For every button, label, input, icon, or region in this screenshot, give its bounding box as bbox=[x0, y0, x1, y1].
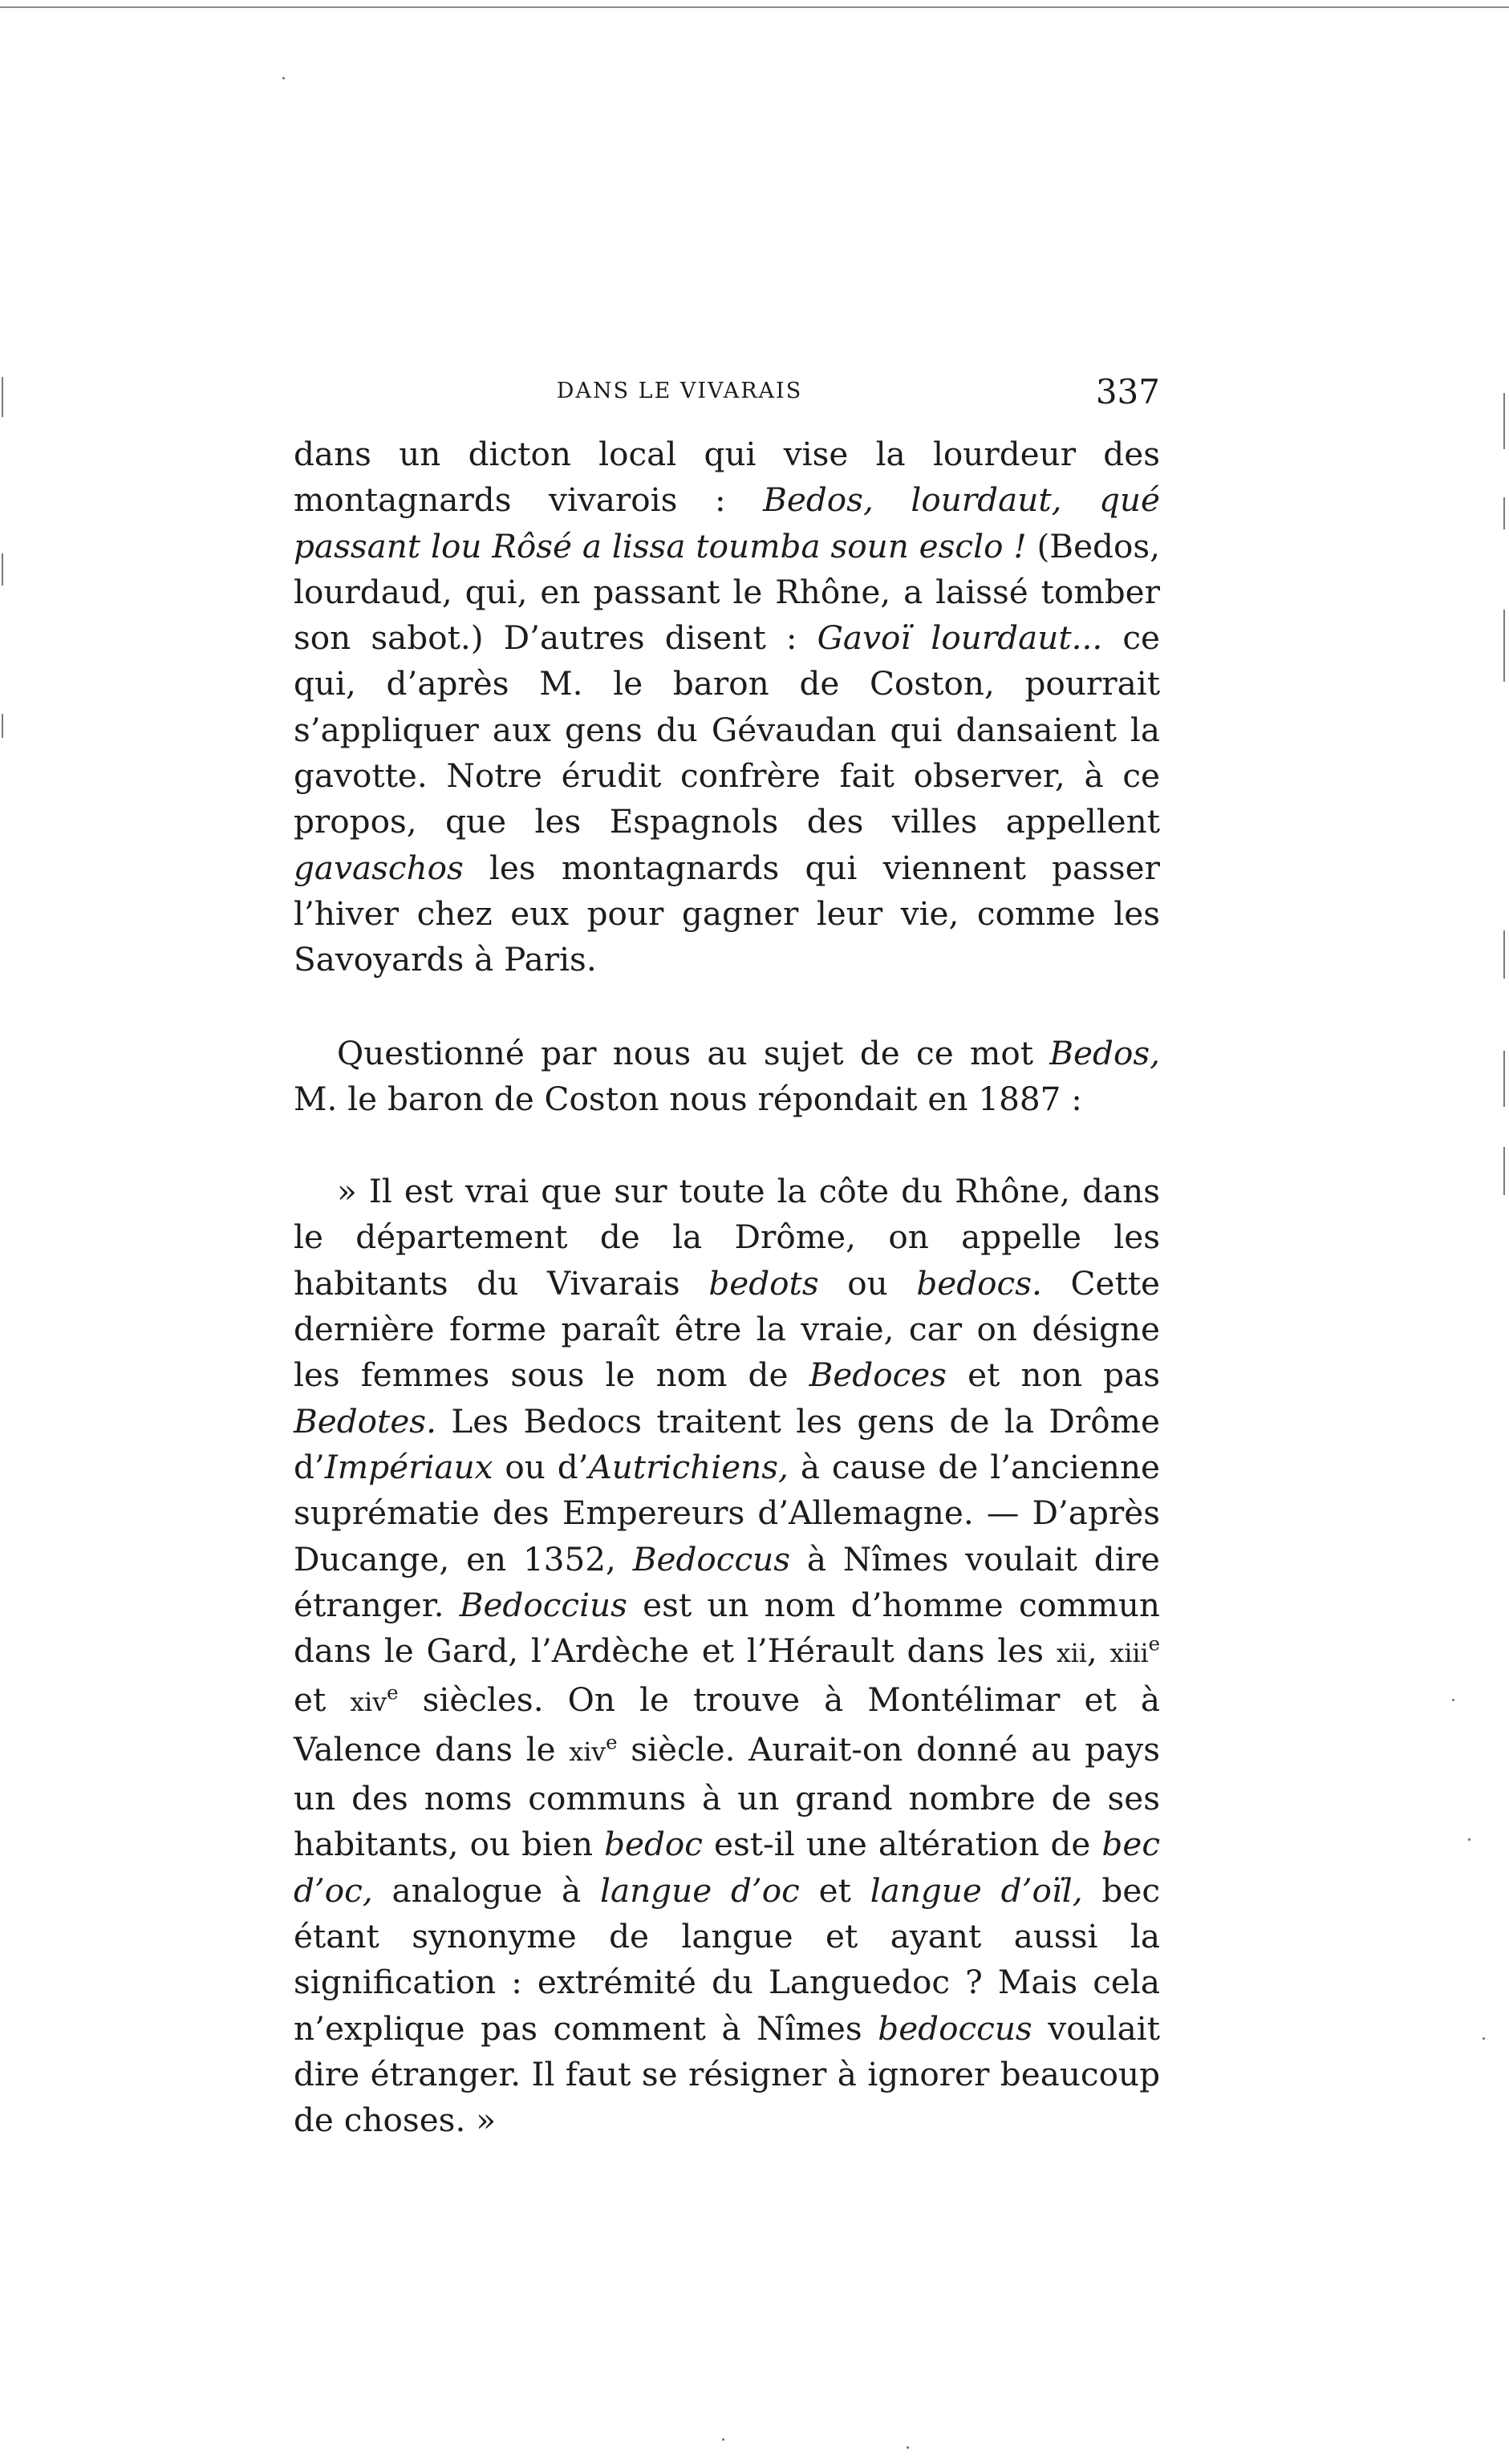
italic-bedoccus: Bedoccus bbox=[632, 1539, 791, 1578]
scan-edge-mark bbox=[2, 553, 3, 586]
text-run: et bbox=[294, 1680, 351, 1720]
century-numeral: xiii bbox=[1109, 1639, 1149, 1669]
scan-edge-mark bbox=[1503, 1051, 1505, 1107]
text-run: siècle. Aurait-on donné au pays un des noms communs à un grand nombre de ses habitants, ou bien bbox=[294, 1729, 1160, 1864]
century-numeral: xiv bbox=[350, 1688, 387, 1718]
paragraph-2 bbox=[294, 1031, 1160, 1123]
italic-bedotes: Bedotes. bbox=[294, 1401, 436, 1441]
text-run: ou bbox=[818, 1263, 917, 1303]
text-run: Cette dernière forme paraît être la vraie, car on désigne les femmes sous le nom de bbox=[294, 1263, 1160, 1395]
paragraph-3-quotation bbox=[294, 1169, 1160, 2143]
scan-edge-mark bbox=[1503, 1147, 1505, 1195]
century-numeral: xiv bbox=[569, 1737, 606, 1767]
text-run: siècles. On le trouve à Montélimar et à Valence dans le bbox=[294, 1680, 1160, 1769]
italic-gavaschos: gavaschos bbox=[294, 848, 464, 887]
running-head: DANS LE VIVARAIS bbox=[556, 379, 803, 403]
italic-autrichiens: Autrichiens, bbox=[588, 1447, 789, 1486]
scan-speck bbox=[722, 2438, 724, 2441]
scan-speck bbox=[907, 2446, 909, 2449]
text-run: ou d’ bbox=[493, 1447, 589, 1486]
scan-edge-mark bbox=[1503, 930, 1505, 979]
italic-bedoces: Bedoces bbox=[809, 1356, 947, 1395]
superscript: e bbox=[387, 1680, 399, 1704]
italic-bedots: bedots bbox=[708, 1263, 819, 1303]
superscript: e bbox=[606, 1730, 618, 1754]
italic-bedoc: bedoc bbox=[604, 1825, 703, 1864]
italic-bec-doc: bec d’oc, bbox=[294, 1825, 1160, 1910]
italic-bedoccus: bedoccus bbox=[878, 2008, 1032, 2048]
italic-imperiaux: Impériaux bbox=[324, 1447, 493, 1486]
text-run: les montagnards qui viennent passer l’hiver chez eux pour gagner leur vie, comme les Savoyards à Paris. bbox=[294, 848, 1160, 979]
scan-edge-mark bbox=[1503, 393, 1505, 449]
text-run: est-il une altération de bbox=[702, 1825, 1102, 1864]
text-run: bec étant synonyme de langue et ayant aussi la signification : extrémité du Languedoc ? Mais cela n’explique pas comment à Nîmes bbox=[294, 1870, 1161, 2048]
italic-langue-doil: langue d’oïl, bbox=[870, 1870, 1083, 1910]
text-run: est un nom d’homme commun dans le Gard, l’Ardèche et l’Hérault dans les bbox=[294, 1585, 1160, 1671]
text-run: et bbox=[799, 1870, 870, 1910]
text-run: (Bedos, lourdaud, qui, en passant le Rhône, a laissé tomber son sabot.) D’autres disent : bbox=[294, 526, 1161, 658]
text-run: à cause de l’ancienne suprématie des Empereurs d’Allemagne. — D’après Ducange, en 1352, bbox=[294, 1447, 1160, 1578]
text-run: Les Bedocs traitent les gens de la Drôme d’ bbox=[294, 1401, 1160, 1486]
text-run: et non pas bbox=[947, 1356, 1160, 1395]
text-run: M. le baron de Coston nous répondait en 1887 : bbox=[294, 1079, 1082, 1118]
italic-dicton: Bedos, lourdaut, qué passant lou Rôsé a lissa toumba soun esclo ! bbox=[294, 480, 1160, 565]
scan-speck bbox=[1468, 1838, 1470, 1841]
text-run: » Il est vrai que sur toute la côte du Rhône, dans le département de la Drôme, on appelle les habitants du Vivarais bbox=[294, 1172, 1160, 1303]
paragraph-1 bbox=[294, 432, 1160, 983]
text-run: dans un dicton local qui vise la lourdeur des montagnards vivarois : bbox=[294, 435, 1160, 520]
century-numeral: xii bbox=[1056, 1639, 1087, 1669]
page-header bbox=[298, 367, 1160, 424]
text-run: ce qui, d’après M. le baron de Coston, pourrait s’appliquer aux gens du Gévaudan qui dansaient la gavotte. Notre érudit confrère fait observer, à ce propos, que les Espagnols des villes appellent bbox=[294, 618, 1160, 841]
italic-gavoi: Gavoï lourdaut... bbox=[817, 618, 1103, 658]
text-run: Questionné par nous au sujet de ce mot bbox=[337, 1033, 1050, 1072]
scan-border-line bbox=[0, 6, 1509, 8]
scan-speck bbox=[1483, 2037, 1485, 2040]
scan-edge-mark bbox=[1503, 610, 1505, 682]
page-number: 337 bbox=[1095, 372, 1160, 411]
text-run: voulait dire étranger. Il faut se résigner à ignorer beaucoup de choses. » bbox=[294, 2008, 1160, 2140]
italic-bedoccius: Bedoccius bbox=[459, 1585, 627, 1624]
italic-bedos: Bedos, bbox=[1049, 1033, 1160, 1072]
text-run: à Nîmes voulait dire étranger. bbox=[294, 1539, 1160, 1624]
scan-edge-mark bbox=[2, 377, 3, 417]
superscript: e bbox=[1148, 1631, 1161, 1656]
body-text bbox=[294, 432, 1160, 2143]
text-run: , bbox=[1086, 1631, 1110, 1671]
text-run: analogue à bbox=[372, 1870, 600, 1910]
italic-bedocs: bedocs. bbox=[916, 1263, 1042, 1303]
scan-speck bbox=[282, 77, 285, 79]
scan-speck bbox=[1452, 1699, 1454, 1701]
scan-edge-mark bbox=[2, 714, 3, 738]
scan-edge-mark bbox=[1503, 497, 1505, 529]
italic-langue-doc: langue d’oc bbox=[600, 1870, 800, 1910]
